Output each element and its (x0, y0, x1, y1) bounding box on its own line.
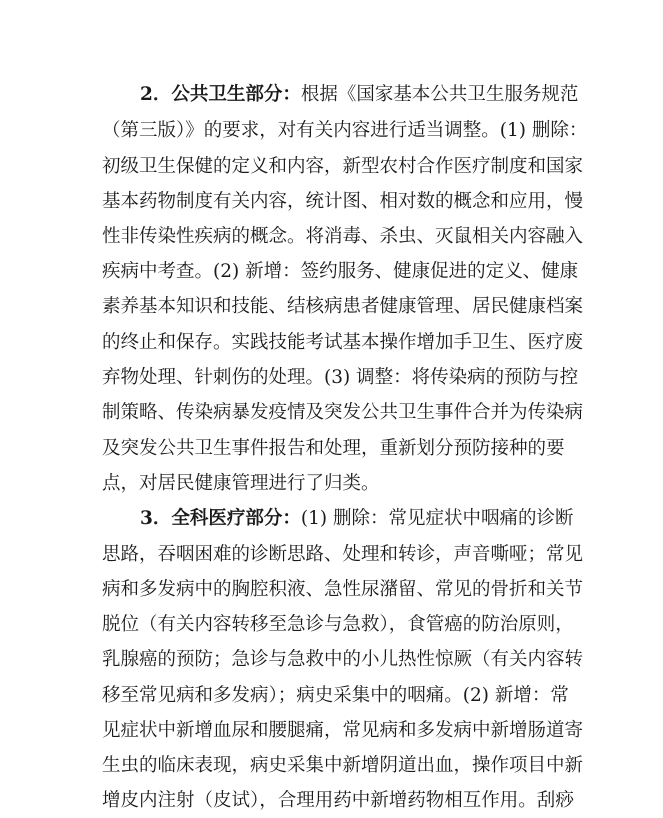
paragraph-line: （第三版）》的要求，对有关内容进行适当调整。(1) 删除： (102, 120, 588, 141)
paragraph-line: 性非传染性疾病的概念。将消毒、杀虫、灭鼠相关内容融入 (102, 226, 584, 247)
paragraph-line: 素养基本知识和技能、结核病患者健康管理、居民健康档案 (102, 296, 584, 317)
paragraph-line: 生虫的临床表现，病史采集中新增阴道出血，操作项目中新 (102, 755, 584, 776)
section-heading: 3．全科医疗部分： (140, 508, 301, 529)
paragraph-line: 见症状中新增血尿和腰腿痛，常见病和多发病中新增肠道寄 (102, 720, 584, 741)
paragraph-line: 脱位（有关内容转移至急诊与急救），食管癌的防治原则， (102, 614, 574, 635)
paragraph-line: 乳腺癌的预防；急诊与急救中的小儿热性惊厥（有关内容转 (102, 649, 584, 670)
paragraph-line: 疾病中考查。(2) 新增：签约服务、健康促进的定义、健康 (102, 261, 579, 282)
paragraph-line: 点，对居民健康管理进行了归类。 (102, 473, 380, 494)
paragraph-line: 基本药物制度有关内容，统计图、相对数的概念和应用，慢 (102, 191, 584, 212)
paragraph-line: 增皮内注射（皮试），合理用药中新增药物相互作用。刮痧 (102, 790, 574, 811)
paragraph-line: 移至常见病和多发病）；病史采集中的咽痛。(2) 新增：常 (102, 685, 569, 706)
section-heading: 2．公共卫生部分： (140, 84, 301, 105)
paragraph-line: 初级卫生保健的定义和内容，新型农村合作医疗制度和国家 (102, 156, 584, 177)
paragraph-line: 思路，吞咽困难的诊断思路、处理和转诊，声音嘶哑；常见 (102, 544, 584, 565)
paragraph-line: 弃物处理、针刺伤的处理。(3) 调整：将传染病的预防与控 (102, 367, 579, 388)
paragraph-line: 2．公共卫生部分：根据《国家基本公共卫生服务规范 (140, 84, 579, 105)
paragraph-line: 及突发公共卫生事件报告和处理，重新划分预防接种的要 (102, 438, 565, 459)
paragraph-line: 的终止和保存。实践技能考试基本操作增加手卫生、医疗废 (102, 332, 584, 353)
paragraph-line: 3．全科医疗部分：(1) 删除：常见症状中咽痛的诊断 (140, 508, 574, 529)
paragraph-line: 病和多发病中的胸腔积液、急性尿潴留、常见的骨折和关节 (102, 579, 584, 600)
paragraph-line: 制策略、传染病暴发疫情及突发公共卫生事件合并为传染病 (102, 402, 584, 423)
